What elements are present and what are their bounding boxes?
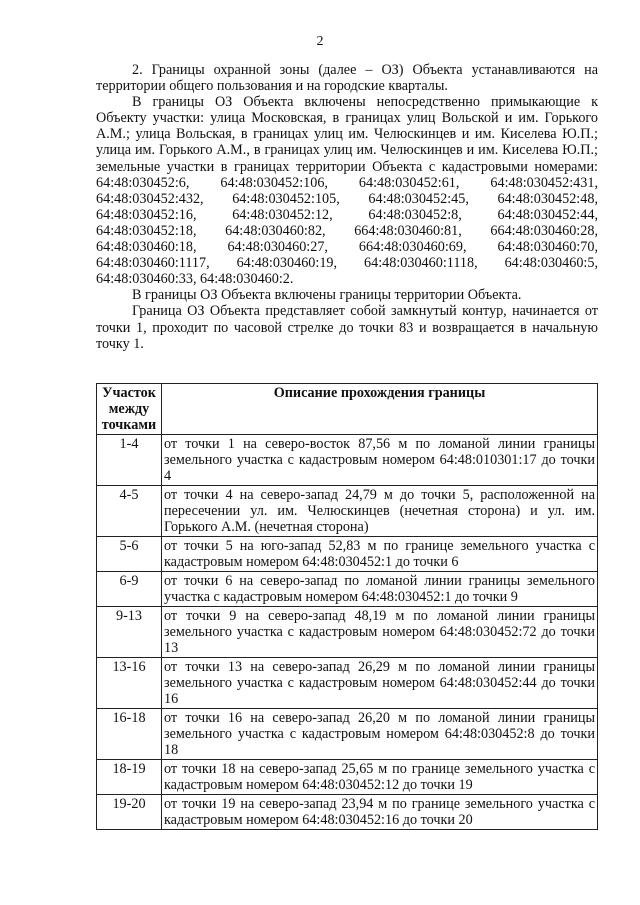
description-cell: от точки 13 на северо-запад 26,29 м по ломаной линии границы земельного участка с кадастровым номером 64:48:030452:44 до точки 16 xyxy=(162,658,598,709)
section-cell: 6-9 xyxy=(97,572,162,607)
table-row xyxy=(97,537,598,572)
table-row xyxy=(97,709,598,760)
description-cell: от точки 16 на северо-запад 26,20 м по ломаной линии границы земельного участка с кадастровым номером 64:48:030452:8 до точки 18 xyxy=(162,709,598,760)
table-header-row xyxy=(97,384,598,435)
section-cell: 5-6 xyxy=(97,537,162,572)
table-row xyxy=(97,572,598,607)
section-cell: 19-20 xyxy=(97,795,162,830)
description-cell: от точки 4 на северо-запад 24,79 м до точки 5, расположенной на пересечении ул. им. Челюскинцев (нечетная сторона) и ул. им. Горького А.М. (нечетная сторона) xyxy=(162,486,598,537)
paragraph: 2. Границы охранной зоны (далее – ОЗ) Объекта устанавливаются на территории общего пользования и на городские кварталы. xyxy=(96,62,598,95)
description-cell: от точки 5 на юго-запад 52,83 м по границе земельного участка с кадастровым номером 64:48:030452:1 до точки 6 xyxy=(162,537,598,572)
description-cell: от точки 18 на северо-запад 25,65 м по границе земельного участка с кадастровым номером 64:48:030452:12 до точки 19 xyxy=(162,760,598,795)
section-cell: 18-19 xyxy=(97,760,162,795)
description-cell: от точки 9 на северо-запад 48,19 м по ломаной линии границы земельного участка с кадастровым номером 64:48:030452:72 до точки 13 xyxy=(162,607,598,658)
paragraph: В границы ОЗ Объекта включены границы территории Объекта. xyxy=(132,287,522,304)
section-cell: 16-18 xyxy=(97,709,162,760)
paragraph: Граница ОЗ Объекта представляет собой замкнутый контур, начинается от точки 1, проходит по часовой стрелке до точки 83 и возвращается в начальную точку 1. xyxy=(96,303,598,352)
table-row xyxy=(97,607,598,658)
page-number: 2 xyxy=(316,34,324,49)
description-cell: от точки 1 на северо-восток 87,56 м по ломаной линии границы земельного участка с кадастровым номером 64:48:010301:17 до точки 4 xyxy=(162,435,598,486)
paragraph: В границы ОЗ Объекта включены непосредственно примыкающие к Объекту участки: улица Московская, в границах улиц Вольской и им. Горького А.М.; улица Вольская, в границах улиц им. Челюскинцев и им. Киселева Ю.П.; улица им. Горького А.М., в границах улиц им. Челюскинцев и им. Киселева Ю.П.; земельные участки в границах территории Объекта с кадастровыми номерами: 64:48:030452:6, 64:48:030452:106, 64:48:030452:61, 64:48:030452:431, 64:48:030452:432, 64:48:030452:105, 64:48:030452:45, 64:48:030452:48, 64:48:030452:16, 64:48:030452:12, 64:48:030452:8, 64:48:030452:44, 64:48:030452:18, 64:48:030460:82, 664:48:030460:81, 664:48:030460:28, 64:48:030460:18, 64:48:030460:27, 664:48:030460:69, 64:48:030460:70, 64:48:030460:1117, 64:48:030460:19, 64:48:030460:1118, 64:48:030460:5, 64:48:030460:33, 64:48:030460:2. xyxy=(96,94,598,288)
description-header: Описание прохождения границы xyxy=(162,384,598,435)
section-cell: 9-13 xyxy=(97,607,162,658)
table-row xyxy=(97,435,598,486)
table-row xyxy=(97,486,598,537)
section-cell: 13-16 xyxy=(97,658,162,709)
table-row xyxy=(97,658,598,709)
section-cell: 1-4 xyxy=(97,435,162,486)
description-cell: от точки 19 на северо-запад 23,94 м по границе земельного участка с кадастровым номером 64:48:030452:16 до точки 20 xyxy=(162,795,598,830)
boundary-table xyxy=(96,383,598,830)
section-cell: 4-5 xyxy=(97,486,162,537)
table-row xyxy=(97,795,598,830)
document-body xyxy=(96,62,598,352)
description-cell: от точки 6 на северо-запад по ломаной линии границы земельного участка с кадастровым номером 64:48:030452:1 до точки 9 xyxy=(162,572,598,607)
table-row xyxy=(97,760,598,795)
section-header: Участок между точками xyxy=(97,384,162,435)
